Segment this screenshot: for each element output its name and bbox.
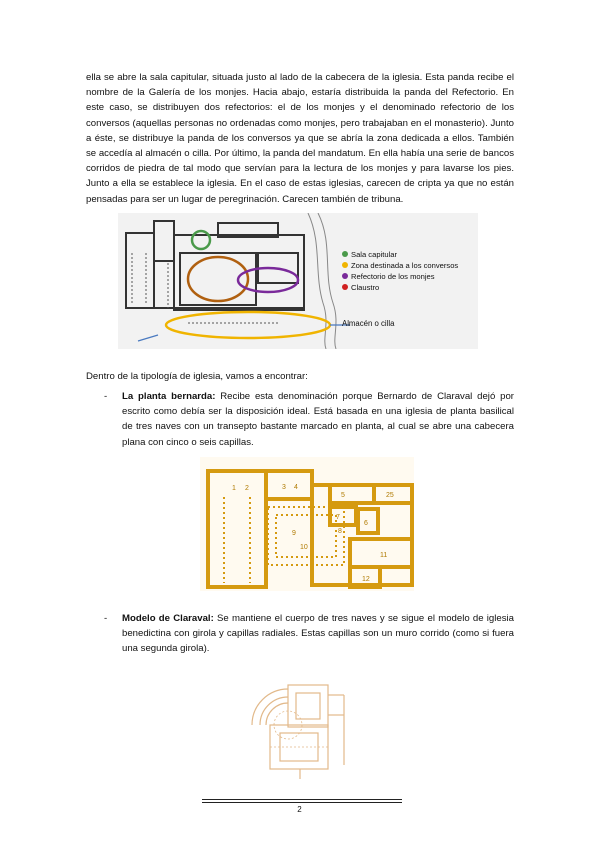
svg-text:7: 7: [336, 514, 340, 521]
legend-item-refectorio: Refectorio de los monjes: [342, 271, 478, 282]
legend-item-sala-capitular: Sala capitular: [342, 249, 478, 260]
monastery-plan-figure: [118, 213, 478, 349]
legend-dot-icon: [342, 273, 348, 279]
svg-text:4: 4: [294, 484, 298, 491]
svg-text:8: 8: [338, 528, 342, 535]
legend-item-conversos: Zona destinada a los conversos: [342, 260, 478, 271]
item-text: Se mantiene el cuerpo de tres naves y se sigue el modelo de iglesia benedictina con girola y capillas radiales. Estas capillas son un muro corrido (como si fuera una segunda girola).: [122, 613, 515, 655]
item-title: La planta bernarda:: [122, 391, 216, 402]
legend-dot-icon: [342, 251, 348, 257]
svg-text:12: 12: [362, 576, 370, 583]
footer-rule-bottom: [202, 802, 402, 803]
claraval-plan-diagram: [240, 665, 350, 781]
page-number: 2: [297, 805, 302, 814]
svg-text:2: 2: [245, 485, 249, 492]
svg-text:1: 1: [232, 485, 236, 492]
svg-text:25: 25: [386, 492, 394, 499]
svg-text:6: 6: [364, 520, 368, 527]
intro-paragraph: [86, 70, 514, 207]
legend-item-claustro: Claustro: [342, 282, 478, 293]
claraval-plan-figure: [240, 665, 350, 781]
svg-text:3: 3: [282, 484, 286, 491]
list-item-modelo-claraval: - Modelo de Claraval: Se mantiene el cuerpo de tres naves y se sigue el modelo de iglesia benedictina con girola y capillas radiales. Estas capillas son un muro corrido (como si fuera una segunda girola).: [104, 613, 515, 655]
svg-text:5: 5: [341, 492, 345, 499]
legend-dot-icon: [342, 262, 348, 268]
intro-text: ella se abre la sala capitular, situada justo al lado de la cabecera de la iglesia. Esta panda recibe el nombre de la Galería de los monjes. Hacia abajo, estaría distribuida la panda del Refectorio. En este caso, se distribuyen dos refectorios: el de los monjes y el denominado refectorio de los conversos (aquellas personas no ordenadas como monjes, pero trabajaban en el monasterio). Junto a éste, se distribuye la panda de los conversos ya que se abría la zona dedicada a ellos. También se accedía al almacén o cilla. Por último, la panda del mandatum. En ella había una serie de bancos corridos de piedra de tal modo que servían para la lectura de los monjes y para lavarse los pies. Junto a ella se establece la iglesia. En el caso de estas iglesias, carecen de cripta ya que no están pensadas para ser un lugar de peregrinación. Carecen también de tribuna.: [86, 72, 514, 205]
footer-rule-top: [202, 799, 402, 800]
bernarda-plan-figure: [200, 457, 414, 591]
callout-almacen: Almacén o cilla: [342, 319, 395, 328]
svg-text:9: 9: [292, 530, 296, 537]
list-item-planta-bernarda: - La planta bernarda: Recibe esta denominación porque Bernardo de Claraval dejó por escrito como debía ser la disposición ideal. Está basada en una iglesia de planta basilical de tres naves con un transepto bastante marcado en planta, al cual se abre una cabecera plana con cinco o seis capillas.: [104, 391, 514, 448]
item-text: Recibe esta denominación porque Bernardo de Claraval dejó por escrito como debía ser la disposición ideal. Está basada en una iglesia de planta basilical de tres naves con un transepto bastante marcado en planta, al cual se abre una cabecera plana con cinco o seis capillas.: [122, 391, 514, 448]
section-intro: Dentro de la tipología de iglesia, vamos a encontrar:: [86, 371, 308, 382]
svg-text:10: 10: [300, 544, 308, 551]
item-title: Modelo de Claraval:: [122, 613, 214, 624]
legend-dot-icon: [342, 284, 348, 290]
legend: [342, 249, 478, 293]
svg-text:11: 11: [380, 552, 388, 559]
bernarda-plan-diagram: [200, 457, 414, 591]
